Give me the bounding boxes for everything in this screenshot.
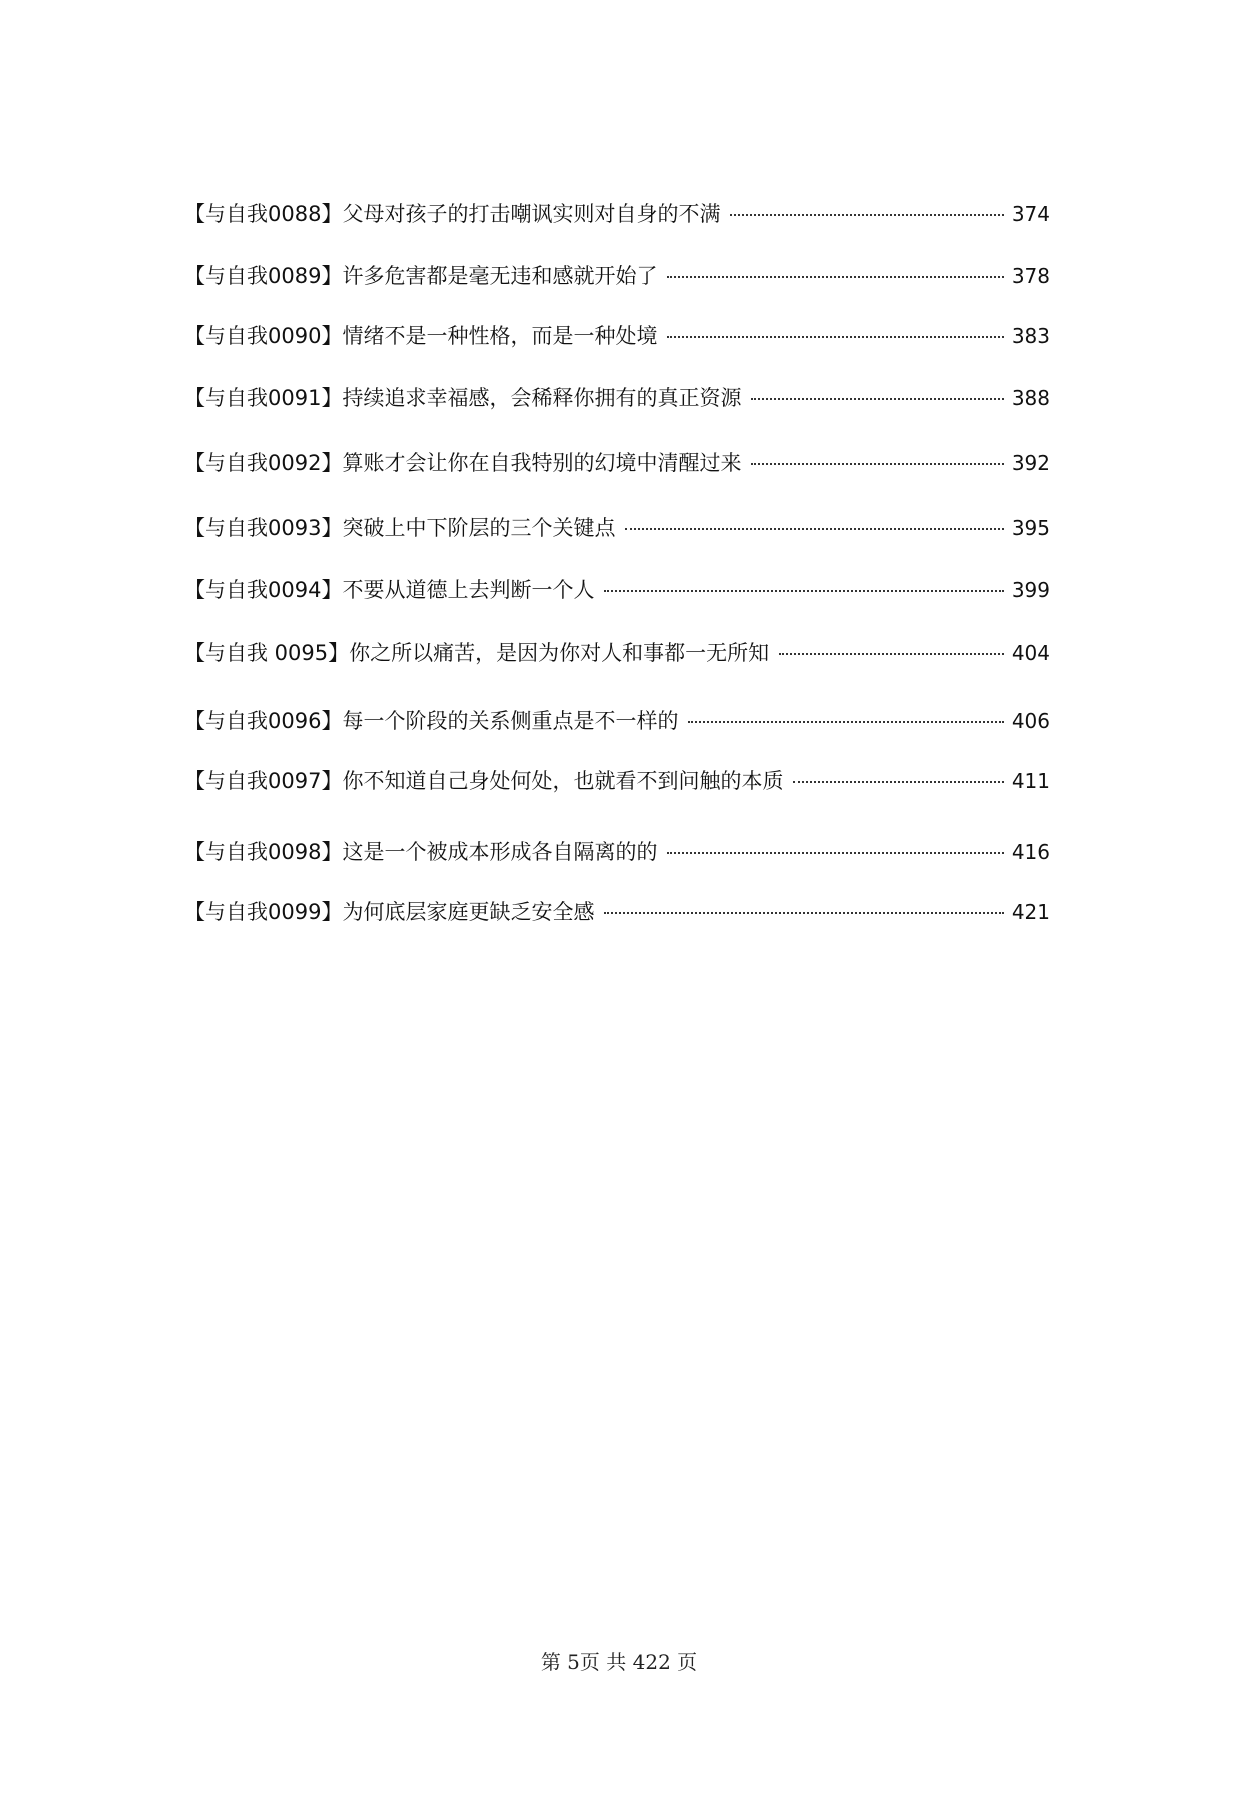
toc-entry[interactable] <box>184 382 1050 414</box>
toc-entry[interactable] <box>184 574 1050 606</box>
toc-entry-page: 399 <box>1011 578 1050 602</box>
toc-entry[interactable] <box>184 260 1050 292</box>
toc-entry[interactable] <box>184 896 1050 928</box>
toc-entry-page: 383 <box>1011 324 1050 348</box>
dot-leader <box>667 336 1003 338</box>
toc-entry-page: 374 <box>1011 202 1050 226</box>
toc-entry[interactable] <box>184 765 1050 797</box>
toc-entry[interactable] <box>184 705 1050 737</box>
toc-entry-title: 【与自我0098】这是一个被成本形成各自隔离的的 <box>184 840 658 864</box>
toc-entry[interactable] <box>184 198 1050 230</box>
toc-entry-title: 【与自我 0095】你之所以痛苦，是因为你对人和事都一无所知 <box>184 641 770 665</box>
dot-leader <box>793 781 1003 783</box>
toc-entry-title: 【与自我0097】你不知道自己身处何处，也就看不到问触的本质 <box>184 769 784 793</box>
toc-entry-title: 【与自我0091】持续追求幸福感，会稀释你拥有的真正资源 <box>184 386 742 410</box>
toc-entry[interactable] <box>184 320 1050 352</box>
toc-entry-title: 【与自我0092】算账才会让你在自我特别的幻境中清醒过来 <box>184 451 742 475</box>
toc-entry-page: 392 <box>1011 451 1050 475</box>
dot-leader <box>625 528 1003 530</box>
toc-entry-title: 【与自我0094】不要从道德上去判断一个人 <box>184 578 595 602</box>
toc-entry-page: 395 <box>1011 516 1050 540</box>
toc-entry-page: 411 <box>1011 769 1050 793</box>
toc-entry-title: 【与自我0090】情绪不是一种性格，而是一种处境 <box>184 324 658 348</box>
toc-entry[interactable] <box>184 512 1050 544</box>
toc-entry-page: 406 <box>1011 709 1050 733</box>
toc-entry[interactable] <box>184 447 1050 479</box>
toc-entry-page: 421 <box>1011 900 1050 924</box>
toc-entry-page: 416 <box>1011 840 1050 864</box>
dot-leader <box>667 852 1003 854</box>
dot-leader <box>604 912 1003 914</box>
toc-entry[interactable] <box>184 637 1050 669</box>
dot-leader <box>667 276 1003 278</box>
dot-leader <box>604 590 1003 592</box>
toc-entry-title: 【与自我0089】许多危害都是毫无违和感就开始了 <box>184 264 658 288</box>
toc-entry-title: 【与自我0099】为何底层家庭更缺乏安全感 <box>184 900 595 924</box>
toc-entry-title: 【与自我0096】每一个阶段的关系侧重点是不一样的 <box>184 709 679 733</box>
toc-entry-page: 388 <box>1011 386 1050 410</box>
toc-entry-title: 【与自我0093】突破上中下阶层的三个关键点 <box>184 516 616 540</box>
dot-leader <box>751 398 1003 400</box>
page-number-footer: 第 5页 共 422 页 <box>540 1650 698 1674</box>
dot-leader <box>779 653 1004 655</box>
dot-leader <box>730 214 1003 216</box>
dot-leader <box>688 721 1003 723</box>
toc-entry-title: 【与自我0088】父母对孩子的打击嘲讽实则对自身的不满 <box>184 202 721 226</box>
dot-leader <box>751 463 1003 465</box>
toc-entry-page: 378 <box>1011 264 1050 288</box>
toc-entry[interactable] <box>184 836 1050 868</box>
toc-entry-page: 404 <box>1011 641 1050 665</box>
